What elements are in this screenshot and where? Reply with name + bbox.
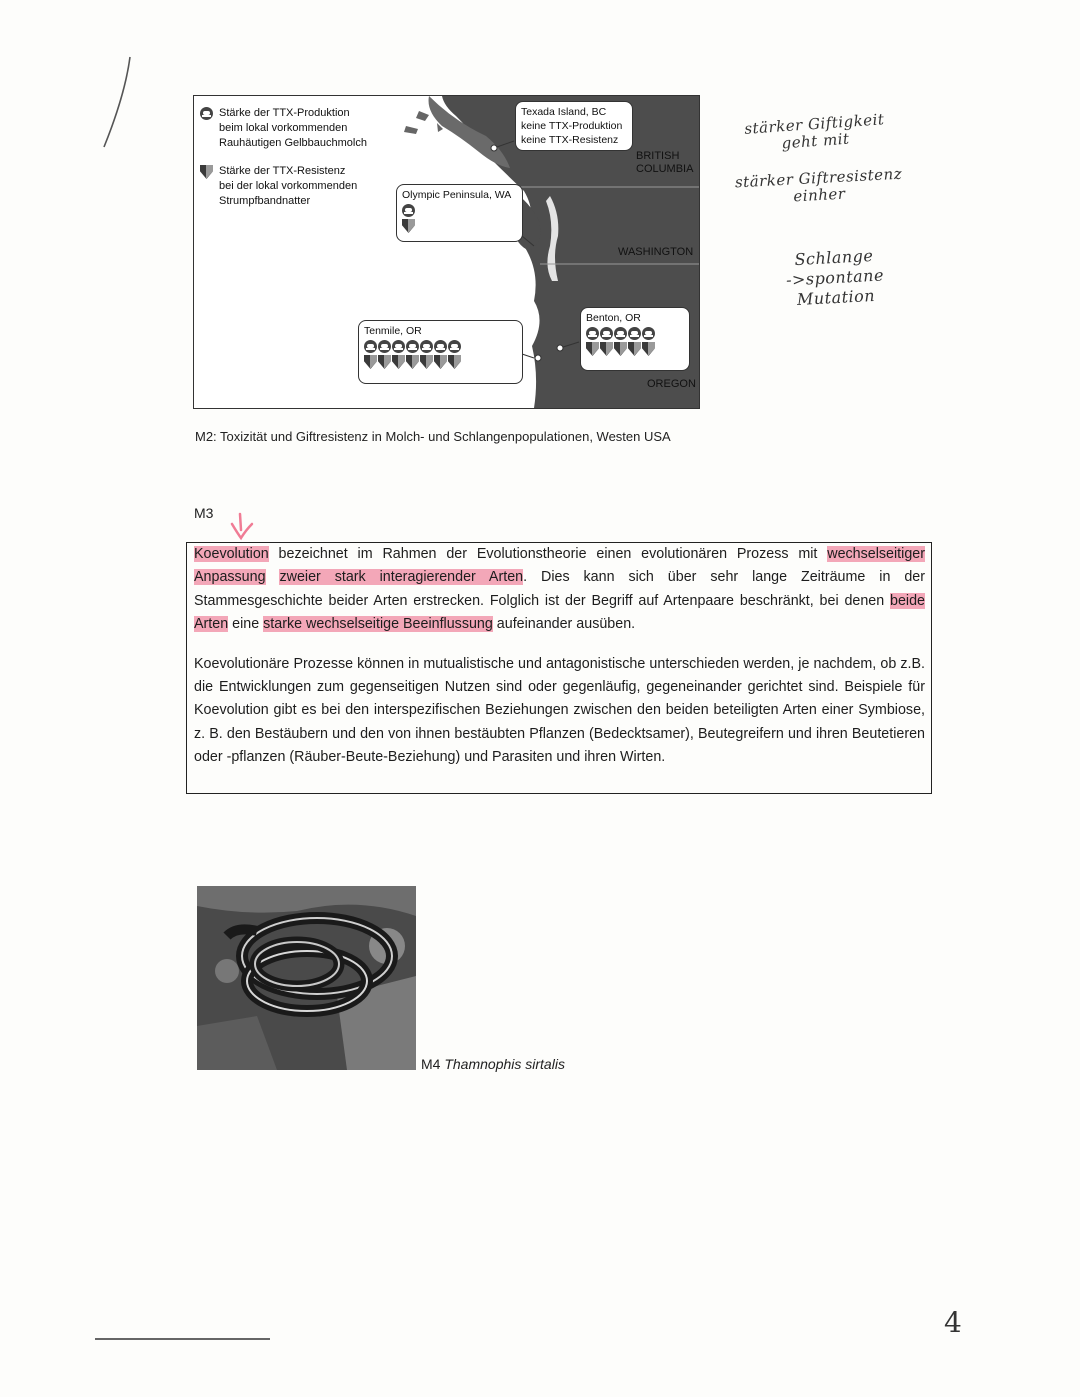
skull-icon (392, 340, 405, 353)
page-edge-line (95, 1338, 270, 1340)
legend-toxicity (200, 106, 367, 151)
shield-icon (420, 355, 433, 369)
site-line: keine TTX-Produktion (521, 120, 623, 132)
shield-icon (406, 355, 419, 369)
resistance-icons (586, 342, 684, 356)
skull-icon (406, 340, 419, 353)
region-washington: WASHINGTON (618, 246, 694, 258)
snake-illustration (197, 886, 416, 1070)
site-name: Tenmile, OR (364, 325, 422, 337)
callout-tenmile (358, 320, 523, 384)
skull-icon (364, 340, 377, 353)
region-british-columbia: BRITISH COLUMBIA (636, 150, 694, 175)
skull-icon (434, 340, 447, 353)
text-run: aufeinander ausüben. (492, 616, 636, 633)
callout-olympic (396, 184, 523, 242)
handwritten-note-3: Schlange ->spontane Mutation (785, 245, 885, 310)
skull-icon (628, 327, 641, 340)
toxicity-icons (364, 340, 517, 353)
resistance-icons (402, 219, 517, 233)
shield-icon (378, 355, 391, 369)
pen-stroke (100, 55, 140, 150)
page-number: 4 (944, 1306, 962, 1339)
highlight: zweier stark interagierender Arten (279, 569, 524, 586)
site-name: Olympic Peninsula, WA (402, 189, 512, 201)
handwritten-note-1: stärker Giftigkeit geht mit (743, 110, 885, 153)
toxicity-icons (402, 204, 517, 217)
caption-prefix: M4 (421, 1056, 445, 1072)
region-oregon: OREGON (647, 378, 696, 390)
site-line: keine TTX-Resistenz (521, 134, 619, 146)
skull-icon (420, 340, 433, 353)
text-run: eine (228, 616, 264, 633)
callout-benton (580, 307, 690, 371)
highlight: wechselseitiger Anpassung (194, 546, 925, 586)
shield-icon (586, 342, 599, 356)
skull-icon (402, 204, 415, 217)
highlight: starke wechselseitige Beeinflussung (263, 616, 493, 633)
site-name: Benton, OR (586, 312, 641, 324)
shield-icon (434, 355, 447, 369)
map-figure (193, 95, 700, 409)
figure-caption-m4 (421, 1056, 565, 1072)
resistance-icons (364, 355, 517, 369)
skull-icon (642, 327, 655, 340)
shield-icon (642, 342, 655, 356)
snake-photo (197, 886, 416, 1070)
skull-icon (200, 107, 213, 120)
toxicity-icons (586, 327, 684, 340)
callout-texada (515, 101, 633, 151)
label-m3: M3 (194, 505, 214, 521)
shield-icon (364, 355, 377, 369)
shield-icon (614, 342, 627, 356)
legend-resistance (200, 164, 357, 209)
skull-icon (614, 327, 627, 340)
shield-icon (448, 355, 461, 369)
shield-icon (392, 355, 405, 369)
skull-icon (586, 327, 599, 340)
highlight: beide Arten (194, 592, 925, 633)
site-name: Texada Island, BC (521, 106, 607, 118)
arrow-down-icon (228, 512, 256, 542)
shield-icon (600, 342, 613, 356)
shield-icon (402, 219, 415, 233)
handwritten-note-2: stärker Giftresistenz einher (734, 164, 903, 206)
skull-icon (448, 340, 461, 353)
text-run: bezeichnet im Rahmen der Evolutionstheorie einen evolutionären Prozess mit (268, 546, 828, 562)
legend-resistance-text: Stärke der TTX-Resistenz bei der lokal vorkommenden Strumpfbandnatter (219, 165, 358, 207)
figure-caption-m2: M2: Toxizität und Giftresistenz in Molch- und Schlangenpopulationen, Westen USA (195, 429, 671, 444)
legend-toxicity-text: Stärke der TTX-Produktion beim lokal vorkommenden Rauhäutigen Gelbbauchmolch (219, 107, 367, 149)
shield-icon (628, 342, 641, 356)
m3-paragraph-2: Koevolutionäre Prozesse können in mutualistische und antagonistische unterschieden werden, je nachdem, ob z.B. die Entwicklungen zum gegenseitigen Nutzen sind oder gegenläufig, gegeneinander gerichtet sind. Beispiele für Koevolution gibt es bei den interspezifischen Beziehungen zwischen den beiden beteiligten Arten einer Symbiose, z. B. den Bestäubern und den von ihnen bestäubten Pflanzen (Bedecktsamer), Beutegreifern und ihren Beutetieren oder -pflanzen (Räuber-Beute-Beziehung) und Parasiten und ihren Wirten. (194, 655, 925, 766)
skull-icon (600, 327, 613, 340)
text-run (266, 569, 280, 585)
m3-paragraph-1 (194, 543, 925, 637)
skull-icon (378, 340, 391, 353)
caption-species: Thamnophis sirtalis (444, 1056, 565, 1072)
text-run: . Dies kann sich über sehr lange Zeiträume in der Stammesgeschichte beider Arten erstrecken. Folglich ist der Begriff auf Artenpaare beschränkt, bei denen (194, 569, 925, 609)
highlight: Koevolution (194, 546, 269, 562)
m3-text-box (186, 542, 932, 794)
shield-icon (200, 165, 213, 179)
